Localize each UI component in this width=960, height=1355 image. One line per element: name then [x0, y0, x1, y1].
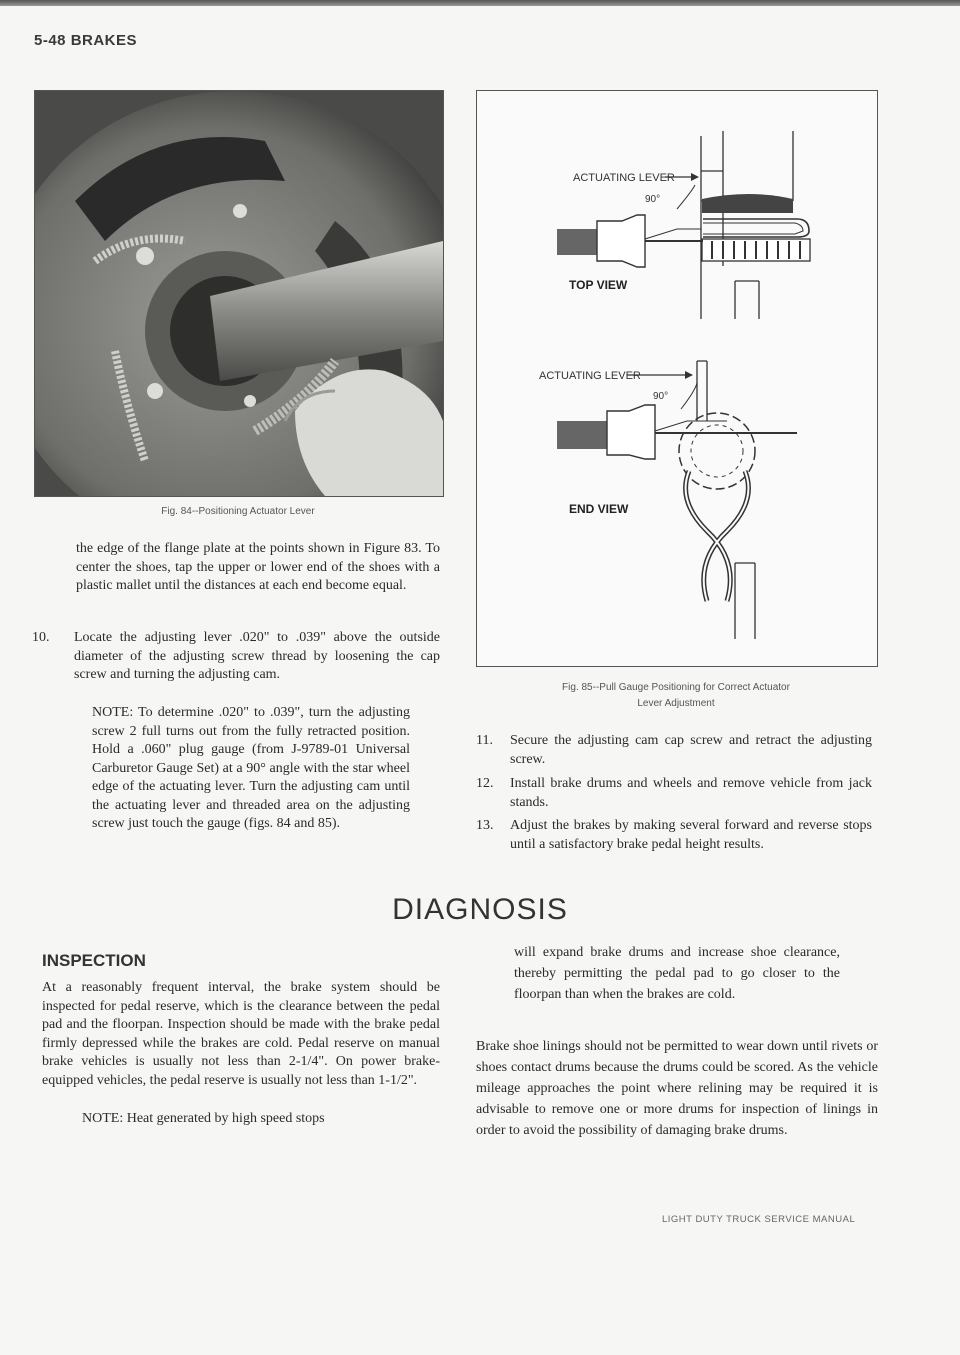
heat-note-continued: will expand brake drums and increase shoe clearance, thereby permitting the pedal pad to go closer to the floorpan than when the brakes are cold.: [514, 945, 840, 1002]
flange-paragraph: the edge of the flange plate at the points shown in Figure 83. To center the shoes, tap the upper or lower end of the shoes with a plastic mallet until the distances at each end become equal.: [76, 541, 440, 593]
step-11-number: 11.: [476, 733, 493, 748]
step-13-number: 13.: [476, 818, 494, 833]
end-angle-label: 90°: [653, 391, 669, 402]
inspection-heading: INSPECTION: [42, 951, 146, 970]
top-rule: [0, 0, 960, 6]
figure-84-caption: Fig. 84--Positioning Actuator Lever: [161, 506, 315, 517]
end-actuating-lever-label: ACTUATING LEVER: [539, 370, 641, 382]
page-header: 5-48 BRAKES: [34, 32, 138, 49]
linings-paragraph: Brake shoe linings should not be permitted to wear down until rivets or shoes contact drums because the drums could be scored. As the vehicle mileage approaches the point where relining may be required it is advisable to remove one or more drums for inspection of linings in order to avoid the possibility of damaging brake drums.: [476, 1039, 878, 1138]
figure-85-caption-line1: Fig. 85--Pull Gauge Positioning for Correct Actuator: [562, 682, 790, 693]
top-actuating-lever-label: ACTUATING LEVER: [573, 172, 675, 184]
step-12-text: Install brake drums and wheels and remove vehicle from jack stands.: [510, 776, 872, 810]
step-13-text: Adjust the brakes by making several forward and reverse stops until a satisfactory brake pedal height results.: [510, 818, 872, 852]
step-12-number: 12.: [476, 776, 494, 791]
step-11-text: Secure the adjusting cam cap screw and retract the adjusting screw.: [510, 733, 872, 767]
top-angle-label: 90°: [645, 194, 661, 205]
gauge-note: NOTE: To determine .020" to .039", turn the adjusting screw 2 full turns out from the fully retracted position. Hold a .060" plug gauge (from J-9789-01 Universal Carburetor Gauge Set) at a 90° angle with the star wheel edge of the actuating lever. Turn the adjusting cam until the actuating lever and threaded area on the adjusting screw just touch the gauge (figs. 84 and 85).: [92, 705, 410, 831]
figure-85-caption-line2: Lever Adjustment: [637, 698, 715, 709]
figure-84-photo: [34, 90, 444, 497]
section-title: DIAGNOSIS: [392, 893, 568, 926]
step-10-number: 10.: [32, 630, 50, 645]
heat-note: NOTE: Heat generated by high speed stops: [82, 1111, 325, 1126]
step-10-text: Locate the adjusting lever .020" to .039" above the outside diameter of the adjusting screw thread by loosening the cap screw and turning the adjusting cam.: [74, 630, 440, 682]
end-view-label: END VIEW: [569, 502, 629, 516]
top-view-label: TOP VIEW: [569, 278, 628, 292]
inspection-paragraph: At a reasonably frequent interval, the brake system should be inspected for pedal reserve, which is the clearance between the pedal pad and the floorpan. Inspection should be made with the brake pedal firmly depressed while the brakes are cold. Pedal reserve on manual brake vehicles is usually not less than 2-1/4". On power brake-equipped vehicles, the pedal reserve is usually not less than 1-1/2".: [42, 980, 440, 1088]
figure-85-caption: [476, 680, 876, 712]
figure-85-diagram: [476, 90, 878, 667]
footer-manual-title: LIGHT DUTY TRUCK SERVICE MANUAL: [662, 1214, 856, 1225]
